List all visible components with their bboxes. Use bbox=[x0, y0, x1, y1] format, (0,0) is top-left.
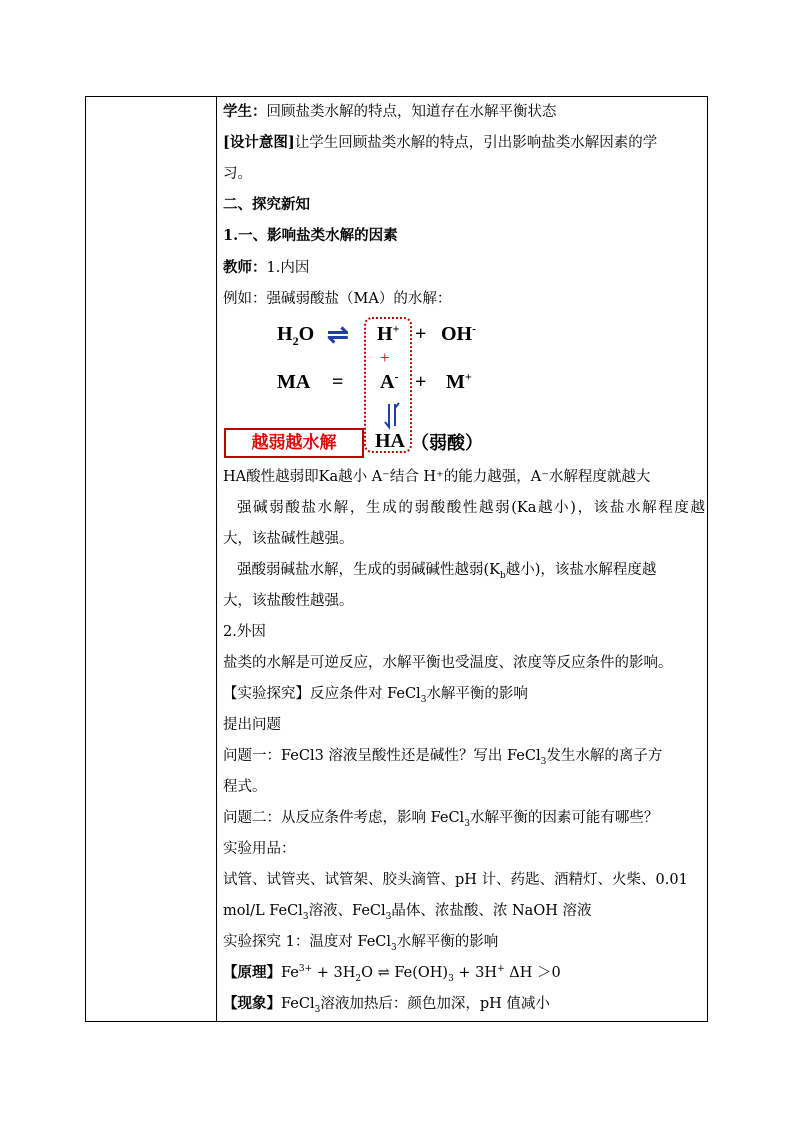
design-intent-text: 让学生回顾盐类水解的特点，引出影响盐类水解因素的学 bbox=[294, 135, 658, 151]
line-phenomenon: 【现象】FeCl$_3$溶液加热后：颜色加深，pH 值减小 bbox=[223, 995, 550, 1015]
line-materials-label: 实验用品： bbox=[223, 841, 296, 857]
eq-plus-2: + bbox=[415, 371, 427, 393]
section-heading: 二、探究新知 bbox=[223, 196, 310, 213]
line-strong-acid-cont: 大，该盐酸性越强。 bbox=[223, 593, 354, 609]
line-principle: 【原理】$Fe^{3+} + 3H_2O$ ⇌ $Fe(OH)_3 + 3H^+$ ΔH ＞0 bbox=[223, 964, 561, 984]
eq-equals: = bbox=[332, 371, 344, 393]
line-question-2: 问题二：从反应条件考虑，影响 FeCl$_3$水解平衡的因素可能有哪些？ bbox=[223, 810, 659, 829]
line-external: 2.外因 bbox=[223, 624, 266, 640]
line-ha-acidity: HA酸性越弱即Ka越小 A⁻结合 H⁺的能力越强，A⁻水解程度就越大 bbox=[223, 469, 651, 485]
line-example: 例如：强碱弱酸盐（MA）的水解： bbox=[223, 291, 452, 307]
line-design-intent-cont: 习。 bbox=[223, 166, 252, 182]
line-raise-question: 提出问题 bbox=[223, 717, 281, 733]
column-divider bbox=[216, 96, 217, 1022]
line-student bbox=[223, 102, 557, 122]
line-experiment-1: 实验探究 1：温度对 FeCl$_3$水解平衡的影响 bbox=[223, 934, 499, 953]
line-strong-base: 强碱弱酸盐水解，生成的弱酸酸性越弱(Ka越小)，该盐水解程度越 bbox=[237, 500, 705, 516]
red-label-box: 越弱越水解 bbox=[224, 428, 364, 458]
teacher-text: 1.内因 bbox=[266, 260, 310, 276]
line-experiment: 【实验探究】反应条件对 FeCl$_3$水解平衡的影响 bbox=[223, 686, 528, 705]
eq-plus-1: + bbox=[415, 323, 427, 345]
eq-weak-acid: （弱酸） bbox=[411, 433, 483, 454]
eq-m-plus: M+ bbox=[446, 369, 472, 393]
eq-hplus: H+ bbox=[377, 321, 400, 345]
eq-ma: MA bbox=[277, 371, 311, 393]
equilibrium-arrow-icon: ⇌ bbox=[327, 320, 349, 349]
eq-ha: HA bbox=[375, 430, 405, 452]
student-text: 回顾盐类水解的特点，知道存在水解平衡状态 bbox=[266, 104, 557, 120]
subsection-heading: 1.一、影响盐类水解的因素 bbox=[223, 227, 398, 244]
eq-red-plus: + bbox=[380, 348, 390, 367]
teacher-label: 教师： bbox=[223, 259, 267, 276]
line-question-1: 问题一：FeCl3 溶液呈酸性还是碱性？写出 FeCl$_3$发生水解的离子方 bbox=[223, 748, 663, 767]
line-materials-cont: mol/L FeCl$_3$溶液、FeCl$_3$晶体、浓盐酸、浓 NaOH 溶液 bbox=[223, 903, 592, 922]
line-materials: 试管、试管夹、试管架、胶头滴管、pH 计、药匙、酒精灯、火柴、0.01 bbox=[223, 872, 688, 888]
student-label: 学生： bbox=[223, 103, 267, 120]
line-question-1-cont: 程式。 bbox=[223, 779, 267, 795]
line-strong-base-cont: 大，该盐碱性越强。 bbox=[223, 531, 354, 547]
line-reversible: 盐类的水解是可逆反应，水解平衡也受温度、浓度等反应条件的影响。 bbox=[223, 655, 673, 671]
design-intent-label: [设计意图] bbox=[223, 134, 295, 151]
dotted-highlight-box bbox=[364, 317, 412, 453]
line-strong-acid: 强酸弱碱盐水解，生成的弱碱碱性越弱($K_b$越小)，该盐水解程度越 bbox=[237, 562, 657, 581]
eq-a-minus: A- bbox=[380, 369, 399, 393]
line-teacher bbox=[223, 258, 309, 278]
eq-oh: OH- bbox=[441, 321, 477, 345]
line-design-intent bbox=[223, 133, 657, 153]
eq-h2o: $H_2O$ bbox=[277, 323, 315, 348]
